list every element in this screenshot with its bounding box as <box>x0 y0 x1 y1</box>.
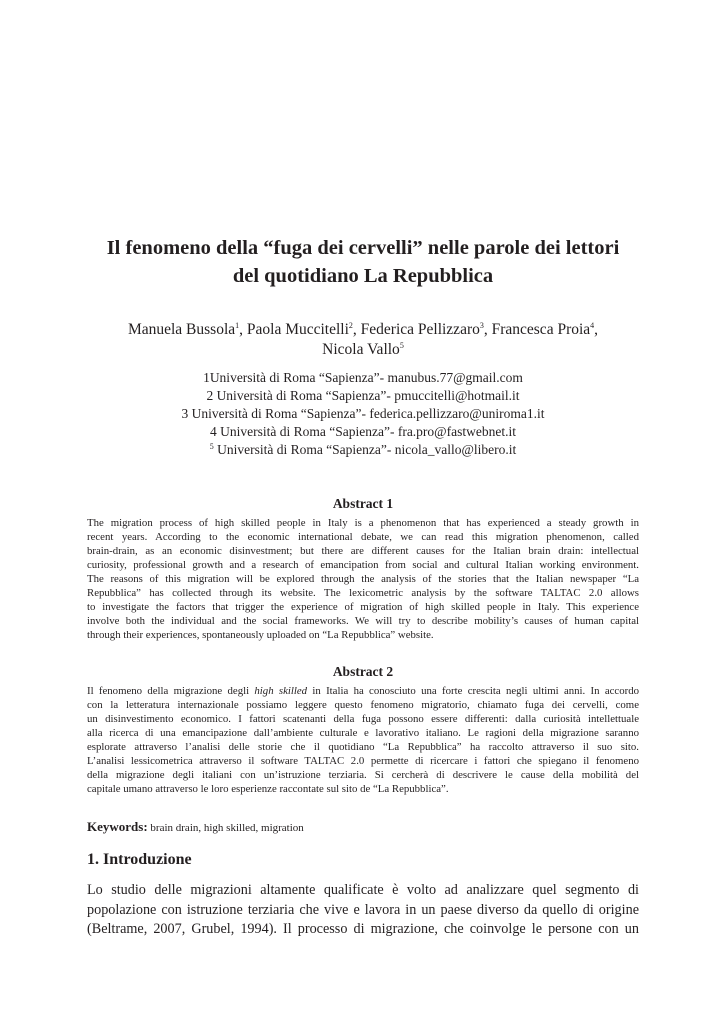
abstract-1-line: brain-drain, as an economic disinvestment; but there are different causes for the Italian brain drain: intellectual <box>87 545 639 557</box>
abstract-2-line: un disinvestimento economico. I fattori scatenanti della fuga possono essere differenti: dalla curiosità intellettuale <box>87 713 639 725</box>
body-line: Lo studio delle migrazioni altamente qualificate è volto ad analizzare quel segmento di <box>87 882 639 898</box>
affiliation-item <box>87 369 639 387</box>
affiliation-mark: 5 <box>209 442 214 451</box>
body-line: (Beltrame, 2007, Grubel, 1994). Il processo di migrazione, che coinvolge le persone con un <box>87 921 639 937</box>
abstract-1-line: recent years. According to the economic international debate, we can read this migration phenomenon, called <box>87 531 639 543</box>
author-list: Manuela Bussola$^1$, Paola Muccitelli$^2$, Federica Pellizzaro$^3$, Francesca Proia$^4$, Nicola Vallo$^5$ <box>127 321 599 358</box>
affiliation-text: Università di Roma “Sapienza”- pmuccitelli@hotmail.it <box>213 388 520 403</box>
abstract-1-line: curiosity, professional growth and a research of emancipation from social and cultural Italian working environment. <box>87 559 639 571</box>
abstract-2-line: L’analisi lessicometrica attraverso il software TALTAC 2.0 permette di ricercare i fattori che spiegano il fenomeno <box>87 755 639 767</box>
abstract-2-line: con la letteratura internazionale possiamo leggere questo fenomeno migratorio, chiamato fuga dei cervelli, come <box>87 699 639 711</box>
affiliation-text: Università di Roma “Sapienza”- federica.pellizzaro@uniroma1.it <box>188 406 545 421</box>
affiliation-mark: 2 <box>206 388 214 403</box>
author-name: Francesca Proia <box>491 321 591 338</box>
abstract-1-line: The migration process of high skilled people in Italy is a phenomenon that has experienced a steady growth in <box>87 517 639 529</box>
abstract-1-line: The reasons of this migration will be explored through the analysis of the stories that the Italian newspaper “La <box>87 573 639 585</box>
abstract-2-line: capitale umano attraverso le loro esperienze raccontate sul sito de “La Repubblica”. <box>87 783 449 795</box>
affiliation-text: Università di Roma “Sapienza”- fra.pro@fastwebnet.it <box>216 424 516 439</box>
author-name: Paola Muccitelli <box>246 321 349 338</box>
affiliation-text: Università di Roma “Sapienza”- nicola_vallo@libero.it <box>213 442 517 457</box>
affiliation-mark: 1 <box>203 370 210 385</box>
affiliation-text: Università di Roma “Sapienza”- manubus.77@gmail.com <box>209 370 523 385</box>
keywords <box>87 820 639 835</box>
keywords-text: brain drain, high skilled, migration <box>147 822 304 834</box>
author-name: Manuela Bussola <box>127 321 236 338</box>
section-body <box>87 881 639 940</box>
affiliation-item <box>87 423 639 441</box>
paper-title <box>87 234 639 290</box>
title-line-2: del quotidiano La Repubblica <box>232 265 494 287</box>
section-heading: 1. Introduzione <box>87 851 192 868</box>
abstract-2-line: alla ricerca di una emancipazione dall’ambiente culturale e lavorativo italiano. Le ragioni della migrazione saranno <box>87 727 639 739</box>
abstract-1-text <box>87 516 639 642</box>
abstract-2-line: esplorate attraverso l’analisi delle storie che il quotidiano “La Repubblica” ha raccolto attraverso il suo sito. <box>87 741 639 753</box>
author-mark: 4 <box>590 321 595 330</box>
author-name: Federica Pellizzaro <box>360 321 480 338</box>
author-mark: 2 <box>348 321 353 330</box>
abstract-2-italic-term: high skilled <box>254 685 308 697</box>
author-mark: 1 <box>235 321 240 330</box>
affiliation-mark: 3 <box>181 406 189 421</box>
abstract-2-heading: Abstract 2 <box>332 664 394 679</box>
affiliation-item <box>87 387 639 405</box>
abstract-2-text-fragment: Il fenomeno della migrazione degli <box>87 685 255 697</box>
abstract-1-line: through their experiences, spontaneously uploaded on “La Repubblica” website. <box>87 629 434 641</box>
affiliation-item <box>87 441 639 459</box>
body-line: popolazione con istruzione terziaria che vive e lavora in un paese diverso da quello di origine <box>87 901 639 918</box>
title-line-1: Il fenomeno della “fuga dei cervelli” nelle parole dei lettori <box>106 237 620 259</box>
author-name: Nicola Vallo <box>322 341 400 358</box>
abstract-1-heading: Abstract 1 <box>332 496 394 511</box>
affiliation-mark: 4 <box>210 424 217 439</box>
author-mark: 3 <box>479 321 484 330</box>
abstract-2-text-fragment: in Italia ha conosciuto una forte crescita negli ultimi anni. In accordo <box>307 685 639 697</box>
author-mark: 5 <box>399 341 404 350</box>
abstract-1-line: Repubblica” has collected through its website. The lexicometric analysis by the software TALTAC 2.0 allows <box>87 587 639 599</box>
abstract-2-line <box>87 684 639 698</box>
affiliation-item <box>87 405 639 423</box>
abstract-1-line: involve both the individual and the social frameworks. We will try to describe mobility’s causes of human capital <box>87 615 639 627</box>
abstract-2-line: della migrazione degli italiani con un’istruzione terziaria. Si cercherà di descrivere le cause della mobilità del <box>87 769 639 781</box>
keywords-label: Keywords: <box>87 819 148 834</box>
abstract-2-text <box>87 684 639 796</box>
abstract-1-line: to investigate the factors that trigger the experience of migration of high skilled people in Italy. This experience <box>87 601 639 613</box>
affiliation-list <box>87 369 639 459</box>
